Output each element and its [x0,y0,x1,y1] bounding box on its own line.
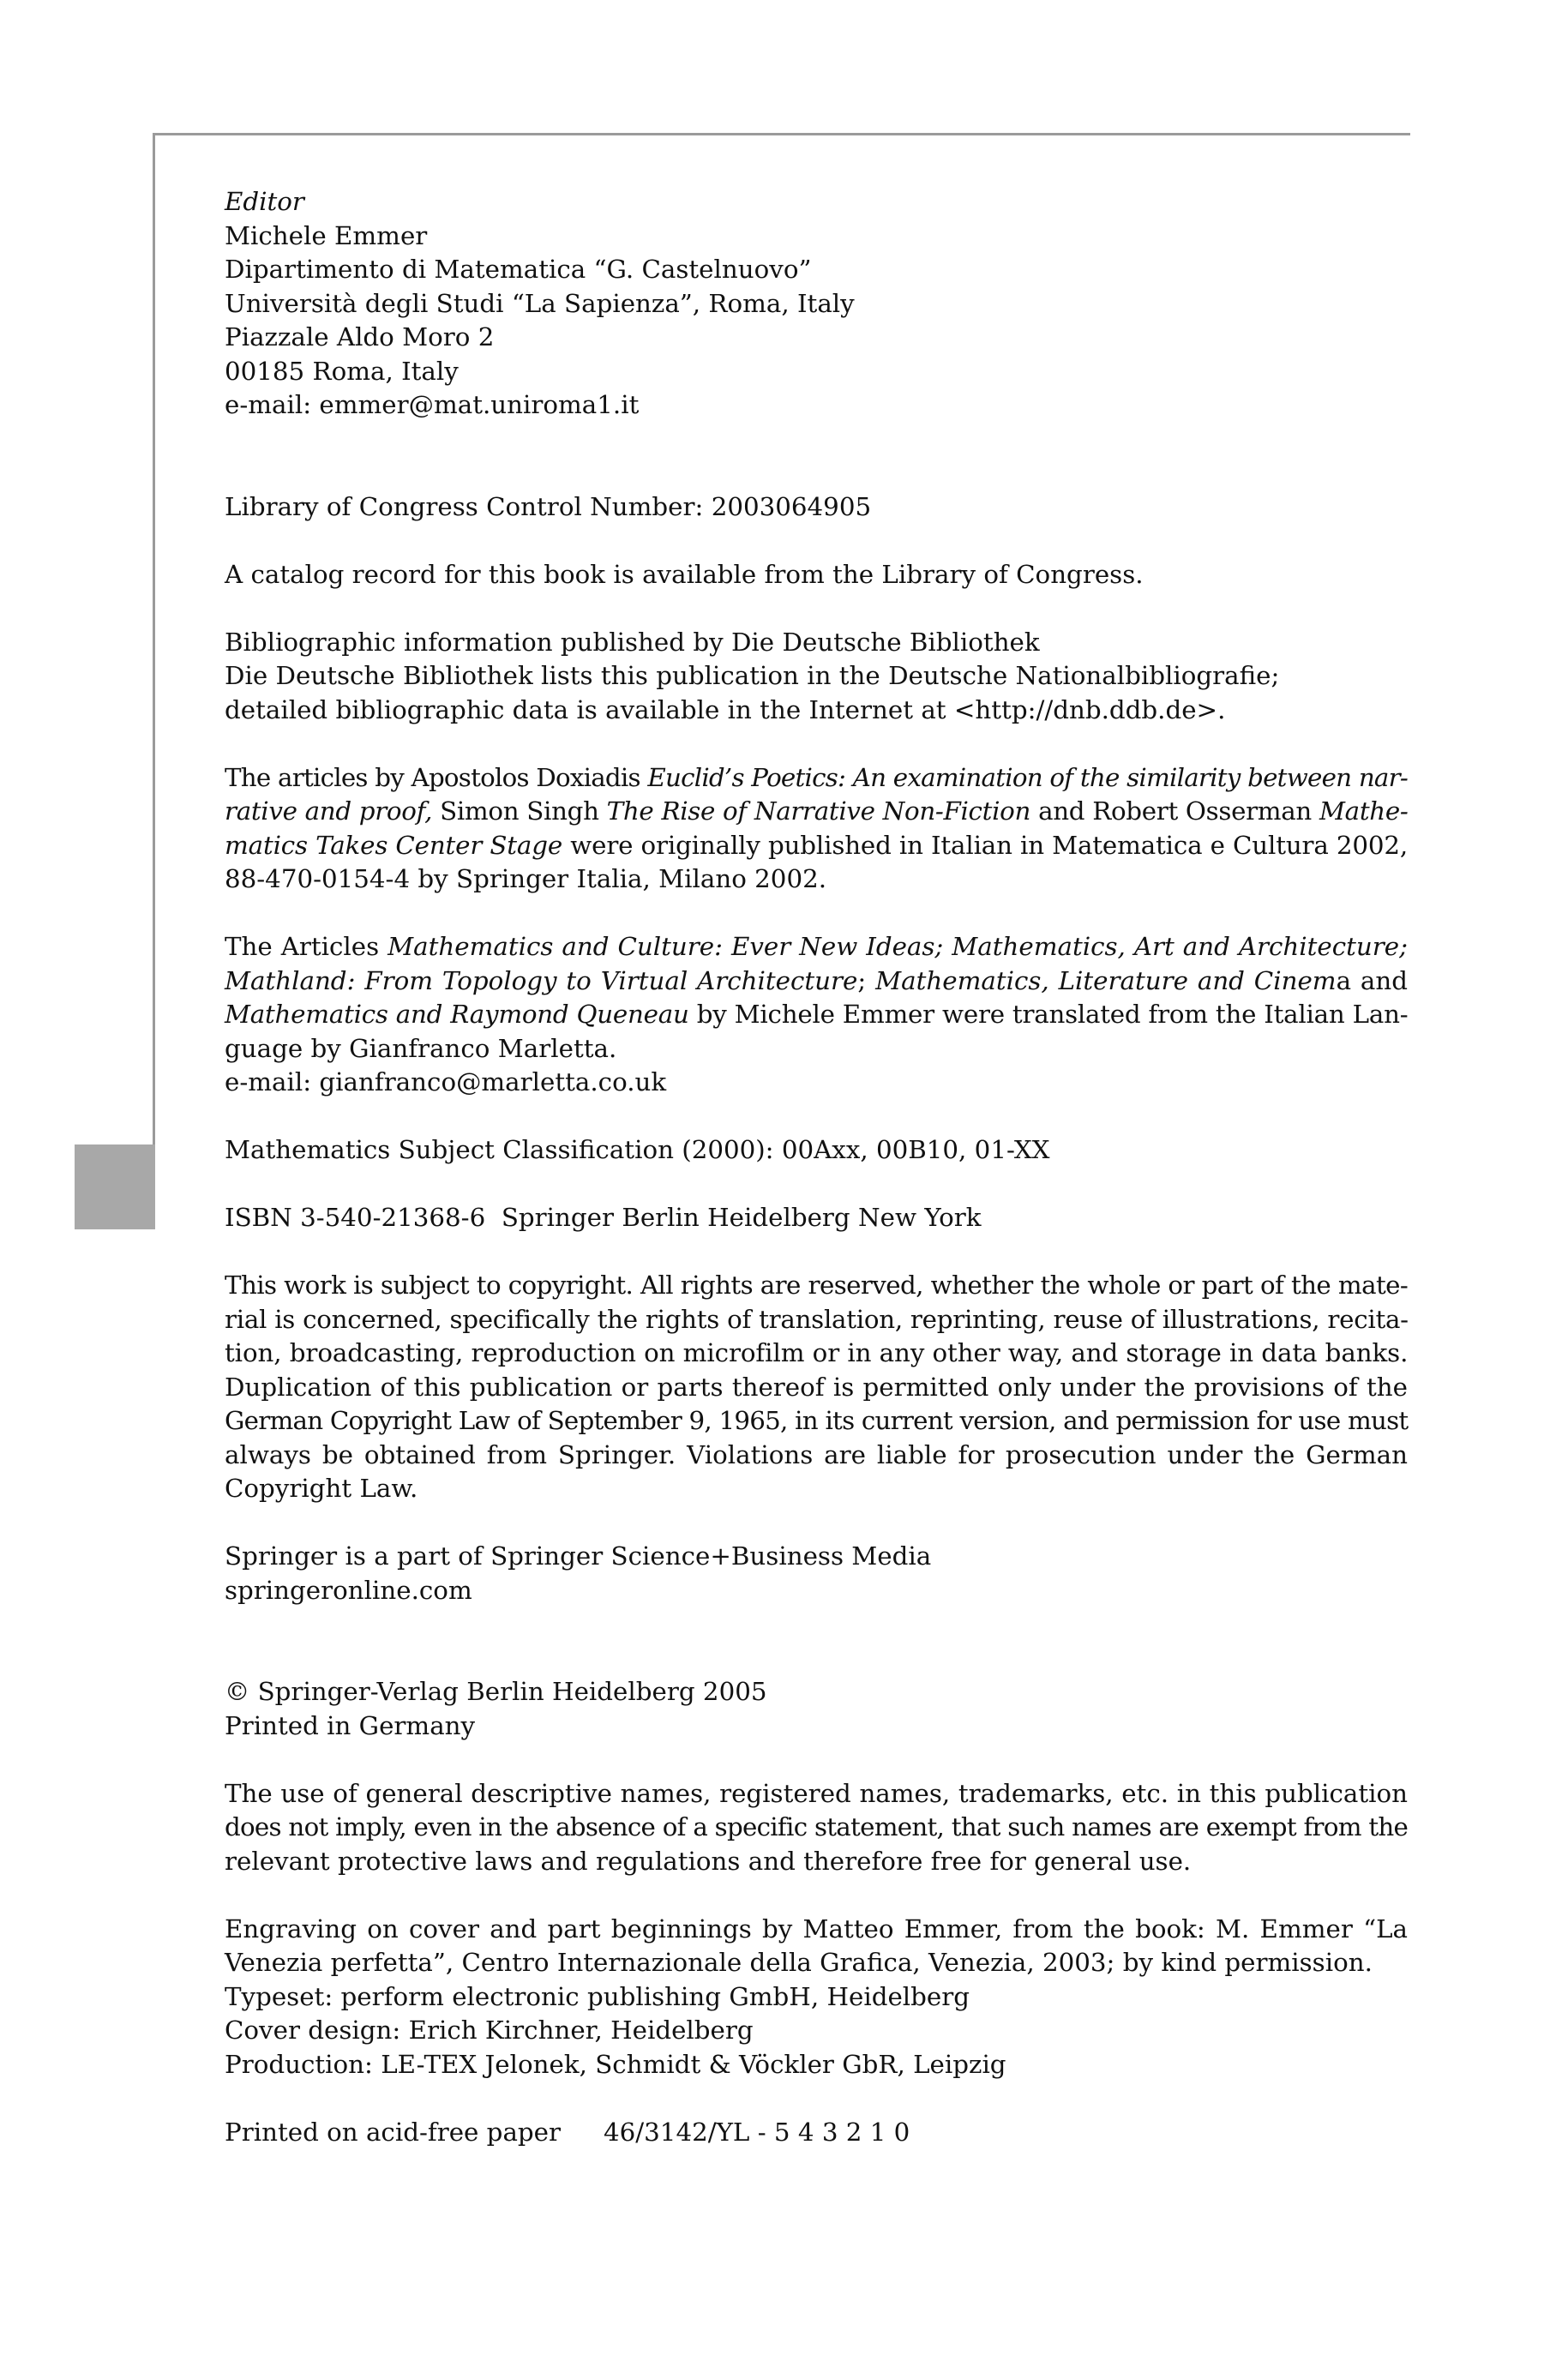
copyright-notice [225,1269,1408,1506]
para-line: 88-470-0154-4 by Springer Italia, Milano 2002. [225,864,827,893]
production-credits [225,1913,1408,2082]
para-line: rial is concerned, specifically the rights of translation, reprinting, reuse of illustrations, recita- [225,1304,1409,1334]
editor-heading: Editor [225,187,304,216]
para-line: always be obtained from Springer. Violations are liable for prosecution under the German [225,1439,1408,1469]
para-line: relevant protective laws and regulations and therefore free for general use. [225,1846,1192,1876]
credit-line: Production: LE-TEX Jelonek, Schmidt & Vöckler GbR, Leipzig [225,2049,1006,2079]
credit-line: Typeset: perform electronic publishing GmbH, Heidelberg [225,1981,970,2011]
para-line: tion, broadcasting, reproduction on microfilm or in any other way, and storage in data banks. [225,1338,1409,1367]
biblio-line: detailed bibliographic data is available in the Internet at <http://dnb.ddb.de>. [225,694,1226,724]
para-line: German Copyright Law of September 9, 1965, in its current version, and permission for use must [225,1406,1409,1435]
translator-email: e-mail: gianfranco@marletta.co.uk [225,1067,667,1096]
credit-line: Engraving on cover and part beginnings by Matteo Emmer, from the book: M. Emmer “La [225,1913,1408,1943]
para-line: Mathematics and Raymond Queneau by Michele Emmer were translated from the Italian Lan- [225,1000,1409,1029]
credit-line: Cover design: Erich Kirchner, Heidelberg [225,2016,754,2045]
trademark-notice [225,1777,1408,1879]
page-frame-left-rule [153,133,155,1144]
para-line: rative and proof, Simon Singh The Rise of Narrative Non-Fiction and Robert Osserman Mathe- [225,796,1409,826]
print-code: 46/3142/YL - 5 4 3 2 1 0 [604,2117,910,2147]
bibliographic-info [225,626,1408,728]
loc-control-number: Library of Congress Control Number: 2003064905 [225,491,872,521]
print-code-line [225,2116,1408,2150]
editor-email: e-mail: emmer@mat.uniroma1.it [225,390,640,419]
para-line: The articles by Apostolos Doxiadis Euclid’s Poetics: An examination of the similarity between nar- [225,762,1408,792]
para-line: Duplication of this publication or parts thereof is permitted only under the provisions of the [225,1372,1408,1402]
para-line: matics Takes Center Stage were originally published in Italian in Matematica e Cultura 2002, [225,830,1408,860]
biblio-line: Die Deutsche Bibliothek lists this publication in the Deutsche Nationalbibliografie; [225,661,1280,690]
para-line: Copyright Law. [225,1474,418,1503]
para-line: The use of general descriptive names, registered names, trademarks, etc. in this publication [225,1778,1408,1808]
isbn: ISBN 3-540-21368-6 Springer Berlin Heidelberg New York [225,1203,982,1232]
printed-in-line: Printed in Germany [225,1710,476,1740]
editor-street: Piazzale Aldo Moro 2 [225,322,495,351]
editor-name: Michele Emmer [225,220,428,250]
page-frame-top-rule [153,133,1410,135]
para-line: This work is subject to copyright. All rights are reserved, whether the whole or part of the mate- [225,1271,1409,1300]
editor-city: 00185 Roma, Italy [225,356,459,386]
copyright-page [225,185,1408,2149]
page-thumb-tab [75,1144,155,1229]
para-line: guage by Gianfranco Marletta. [225,1033,617,1063]
articles-origin-paragraph [225,761,1408,897]
acid-free-paper: Printed on acid-free paper [225,2117,562,2147]
biblio-line: Bibliographic information published by Die Deutsche Bibliothek [225,627,1040,657]
para-line: does not imply, even in the absence of a specific statement, that such names are exempt from the [225,1812,1409,1841]
credit-line: Venezia perfetta”, Centro Internazionale della Grafica, Venezia, 2003; by kind permission. [225,1948,1373,1977]
editor-department: Dipartimento di Matematica “G. Castelnuovo” [225,255,812,284]
springer-line: Springer is a part of Springer Science+Business Media [225,1541,932,1571]
articles-translation-paragraph [225,930,1408,1100]
msc-classification: Mathematics Subject Classification (2000): 00Axx, 00B10, 01-XX [225,1135,1050,1164]
copyright-line: © Springer-Verlag Berlin Heidelberg 2005 [225,1677,767,1706]
springer-website: springeronline.com [225,1575,472,1605]
copyright-holder [225,1675,1408,1743]
catalog-record: A catalog record for this book is available from the Library of Congress. [225,559,1144,589]
editor-block [225,185,1408,423]
springer-info [225,1540,1408,1607]
para-line: Mathland: From Topology to Virtual Architecture; Mathematics, Literature and Cinema and [225,965,1409,995]
para-line: The Articles Mathematics and Culture: Ever New Ideas; Mathematics, Art and Architecture; [225,932,1409,961]
editor-university: Università degli Studi “La Sapienza”, Roma, Italy [225,288,855,318]
